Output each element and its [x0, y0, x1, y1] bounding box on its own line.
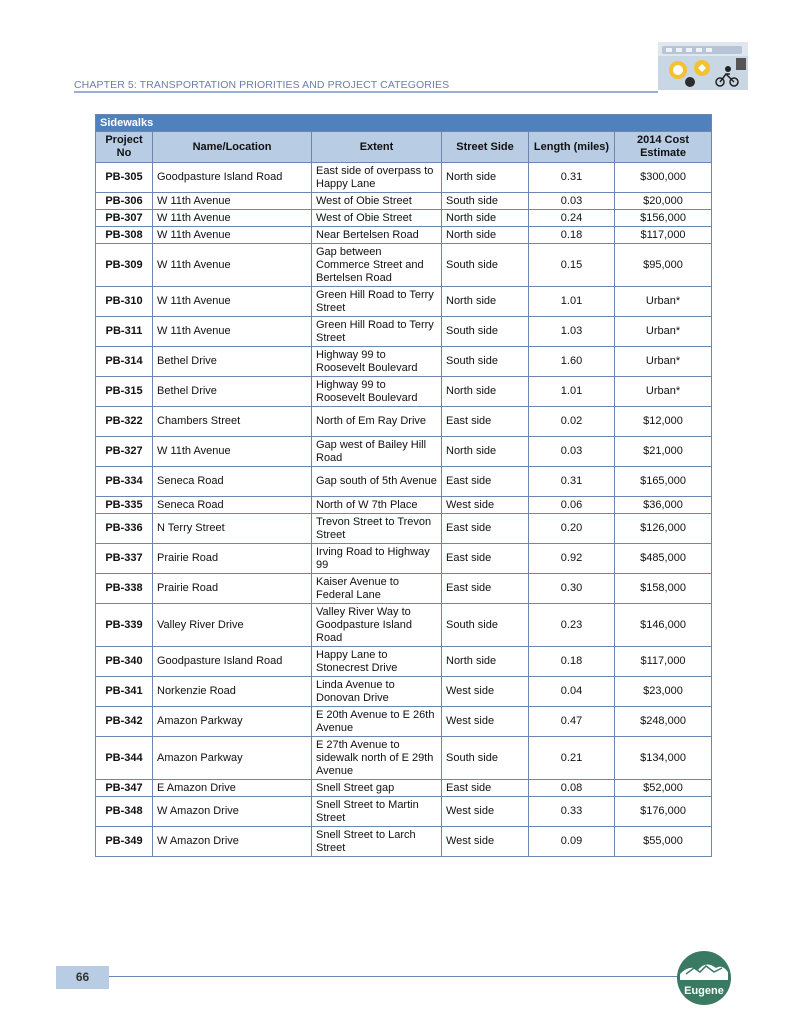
name-location: Bethel Drive: [153, 377, 312, 407]
street-side: South side: [442, 244, 529, 287]
cost: $248,000: [615, 707, 712, 737]
chapter-title: CHAPTER 5: TRANSPORTATION PRIORITIES AND PROJECT CATEGORIES: [74, 79, 450, 91]
street-side: South side: [442, 737, 529, 780]
project-no: PB-337: [96, 544, 153, 574]
name-location: Amazon Parkway: [153, 707, 312, 737]
cost: $134,000: [615, 737, 712, 780]
length: 0.18: [529, 227, 615, 244]
table-row: [96, 467, 712, 497]
extent: Gap south of 5th Avenue: [312, 467, 442, 497]
table-row: [96, 210, 712, 227]
table-row: [96, 193, 712, 210]
cost: $20,000: [615, 193, 712, 210]
cost: $176,000: [615, 797, 712, 827]
extent: Snell Street gap: [312, 780, 442, 797]
name-location: Chambers Street: [153, 407, 312, 437]
extent: Valley River Way to Goodpasture Island Road: [312, 604, 442, 647]
street-side: North side: [442, 210, 529, 227]
eugene-logo: [676, 950, 732, 1006]
extent: Near Bertelsen Road: [312, 227, 442, 244]
street-side: North side: [442, 287, 529, 317]
length: 0.18: [529, 647, 615, 677]
street-side: East side: [442, 407, 529, 437]
project-no: PB-342: [96, 707, 153, 737]
table-row: [96, 737, 712, 780]
name-location: Norkenzie Road: [153, 677, 312, 707]
street-side: East side: [442, 574, 529, 604]
table-row: [96, 544, 712, 574]
length: 0.15: [529, 244, 615, 287]
street-side: North side: [442, 377, 529, 407]
extent: West of Obie Street: [312, 193, 442, 210]
extent: Linda Avenue to Donovan Drive: [312, 677, 442, 707]
length: 0.08: [529, 780, 615, 797]
extent: E 27th Avenue to sidewalk north of E 29th Avenue: [312, 737, 442, 780]
column-header-project-no: Project No: [96, 132, 153, 163]
length: 0.24: [529, 210, 615, 227]
length: 1.01: [529, 377, 615, 407]
cost: Urban*: [615, 317, 712, 347]
length: 0.02: [529, 407, 615, 437]
street-side: West side: [442, 677, 529, 707]
extent: Highway 99 to Roosevelt Boulevard: [312, 377, 442, 407]
extent: Green Hill Road to Terry Street: [312, 317, 442, 347]
street-side: West side: [442, 707, 529, 737]
length: 1.60: [529, 347, 615, 377]
length: 0.21: [529, 737, 615, 780]
project-no: PB-341: [96, 677, 153, 707]
table-row: [96, 227, 712, 244]
table-row: [96, 780, 712, 797]
length: 0.03: [529, 193, 615, 210]
extent: East side of overpass to Happy Lane: [312, 163, 442, 193]
transportation-collage-image: [658, 42, 748, 90]
table-row: [96, 604, 712, 647]
table-row: [96, 514, 712, 544]
name-location: W 11th Avenue: [153, 287, 312, 317]
length: 1.03: [529, 317, 615, 347]
project-no: PB-349: [96, 827, 153, 857]
extent: Snell Street to Martin Street: [312, 797, 442, 827]
table-row: [96, 497, 712, 514]
name-location: Goodpasture Island Road: [153, 647, 312, 677]
cost: $36,000: [615, 497, 712, 514]
street-side: East side: [442, 467, 529, 497]
cost: $55,000: [615, 827, 712, 857]
table-row: [96, 647, 712, 677]
length: 0.03: [529, 437, 615, 467]
street-side: South side: [442, 604, 529, 647]
name-location: Goodpasture Island Road: [153, 163, 312, 193]
name-location: Seneca Road: [153, 497, 312, 514]
extent: Irving Road to Highway 99: [312, 544, 442, 574]
extent: Green Hill Road to Terry Street: [312, 287, 442, 317]
cost: $95,000: [615, 244, 712, 287]
cost: $126,000: [615, 514, 712, 544]
project-no: PB-315: [96, 377, 153, 407]
cost: $23,000: [615, 677, 712, 707]
project-no: PB-310: [96, 287, 153, 317]
length: 0.09: [529, 827, 615, 857]
table-row: [96, 377, 712, 407]
table-row: [96, 347, 712, 377]
cost: $21,000: [615, 437, 712, 467]
table-row: [96, 574, 712, 604]
project-no: PB-327: [96, 437, 153, 467]
length: 0.23: [529, 604, 615, 647]
street-side: East side: [442, 780, 529, 797]
cost: $165,000: [615, 467, 712, 497]
cost: $158,000: [615, 574, 712, 604]
cost: Urban*: [615, 287, 712, 317]
extent: Trevon Street to Trevon Street: [312, 514, 442, 544]
project-no: PB-347: [96, 780, 153, 797]
cost: $117,000: [615, 647, 712, 677]
table-caption: Sidewalks: [96, 115, 712, 132]
table-row: [96, 407, 712, 437]
street-side: North side: [442, 227, 529, 244]
name-location: W Amazon Drive: [153, 797, 312, 827]
length: 0.92: [529, 544, 615, 574]
table-row: [96, 707, 712, 737]
name-location: Valley River Drive: [153, 604, 312, 647]
table-row: [96, 244, 712, 287]
table-row: [96, 677, 712, 707]
project-no: PB-309: [96, 244, 153, 287]
street-side: North side: [442, 163, 529, 193]
name-location: Bethel Drive: [153, 347, 312, 377]
street-side: South side: [442, 317, 529, 347]
length: 1.01: [529, 287, 615, 317]
extent: Kaiser Avenue to Federal Lane: [312, 574, 442, 604]
extent: North of W 7th Place: [312, 497, 442, 514]
table-row: [96, 317, 712, 347]
extent: E 20th Avenue to E 26th Avenue: [312, 707, 442, 737]
project-no: PB-306: [96, 193, 153, 210]
column-header-length: Length (miles): [529, 132, 615, 163]
street-side: South side: [442, 193, 529, 210]
column-header-cost: 2014 Cost Estimate: [615, 132, 712, 163]
cost: Urban*: [615, 347, 712, 377]
cost: $485,000: [615, 544, 712, 574]
street-side: East side: [442, 514, 529, 544]
column-header-name-location: Name/Location: [153, 132, 312, 163]
street-side: West side: [442, 797, 529, 827]
name-location: N Terry Street: [153, 514, 312, 544]
project-no: PB-322: [96, 407, 153, 437]
sidewalks-table: [95, 114, 712, 857]
table-row: [96, 163, 712, 193]
table-row: [96, 287, 712, 317]
project-no: PB-336: [96, 514, 153, 544]
extent: Gap between Commerce Street and Bertelsen Road: [312, 244, 442, 287]
chapter-rule: [74, 91, 658, 93]
extent: Highway 99 to Roosevelt Boulevard: [312, 347, 442, 377]
name-location: W Amazon Drive: [153, 827, 312, 857]
name-location: W 11th Avenue: [153, 193, 312, 210]
extent: West of Obie Street: [312, 210, 442, 227]
length: 0.04: [529, 677, 615, 707]
cost: $52,000: [615, 780, 712, 797]
project-no: PB-344: [96, 737, 153, 780]
project-no: PB-339: [96, 604, 153, 647]
name-location: Seneca Road: [153, 467, 312, 497]
extent: Happy Lane to Stonecrest Drive: [312, 647, 442, 677]
name-location: Prairie Road: [153, 544, 312, 574]
cost: $146,000: [615, 604, 712, 647]
length: 0.30: [529, 574, 615, 604]
project-no: PB-308: [96, 227, 153, 244]
length: 0.47: [529, 707, 615, 737]
length: 0.31: [529, 163, 615, 193]
extent: Snell Street to Larch Street: [312, 827, 442, 857]
cost: Urban*: [615, 377, 712, 407]
project-no: PB-348: [96, 797, 153, 827]
table-row: [96, 797, 712, 827]
table-row: [96, 827, 712, 857]
table-row: [96, 437, 712, 467]
street-side: North side: [442, 437, 529, 467]
length: 0.06: [529, 497, 615, 514]
project-no: PB-335: [96, 497, 153, 514]
length: 0.33: [529, 797, 615, 827]
street-side: West side: [442, 827, 529, 857]
length: 0.31: [529, 467, 615, 497]
name-location: W 11th Avenue: [153, 317, 312, 347]
extent: Gap west of Bailey Hill Road: [312, 437, 442, 467]
column-header-street-side: Street Side: [442, 132, 529, 163]
page-number: 66: [56, 966, 109, 989]
project-no: PB-307: [96, 210, 153, 227]
length: 0.20: [529, 514, 615, 544]
project-no: PB-338: [96, 574, 153, 604]
cost: $156,000: [615, 210, 712, 227]
name-location: W 11th Avenue: [153, 227, 312, 244]
extent: North of Em Ray Drive: [312, 407, 442, 437]
project-no: PB-314: [96, 347, 153, 377]
cost: $12,000: [615, 407, 712, 437]
street-side: West side: [442, 497, 529, 514]
column-header-extent: Extent: [312, 132, 442, 163]
cost: $300,000: [615, 163, 712, 193]
project-no: PB-334: [96, 467, 153, 497]
project-no: PB-305: [96, 163, 153, 193]
project-no: PB-340: [96, 647, 153, 677]
name-location: Prairie Road: [153, 574, 312, 604]
street-side: East side: [442, 544, 529, 574]
name-location: W 11th Avenue: [153, 244, 312, 287]
name-location: W 11th Avenue: [153, 437, 312, 467]
street-side: North side: [442, 647, 529, 677]
footer-rule: [109, 976, 679, 977]
street-side: South side: [442, 347, 529, 377]
name-location: W 11th Avenue: [153, 210, 312, 227]
logo-text: Eugene: [684, 985, 724, 997]
cost: $117,000: [615, 227, 712, 244]
project-no: PB-311: [96, 317, 153, 347]
name-location: Amazon Parkway: [153, 737, 312, 780]
name-location: E Amazon Drive: [153, 780, 312, 797]
